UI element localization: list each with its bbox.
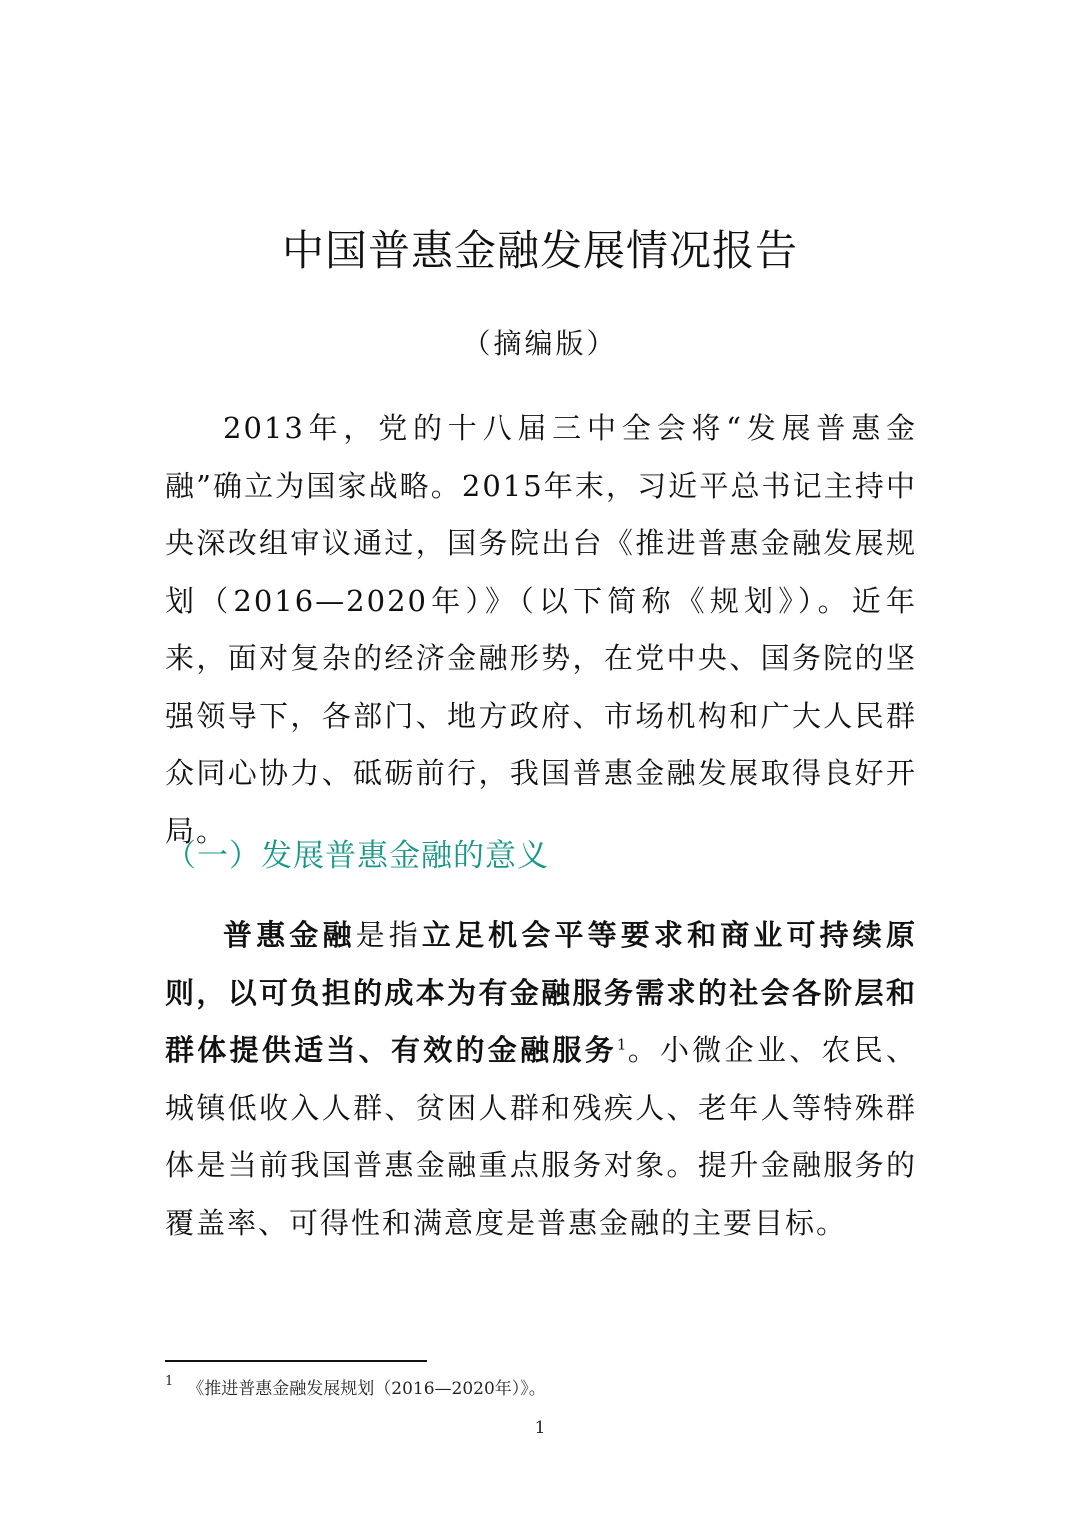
footnote-number: 1 xyxy=(165,1374,174,1389)
footnote-divider xyxy=(165,1360,427,1362)
footnote-text: 《推进普惠金融发展规划（2016—2020年）》。 xyxy=(187,1379,546,1399)
definition-paragraph xyxy=(165,907,917,1252)
definition-bold-text: 立足机会平等要求和商业可持续原则，以可负担的成本为有金融服务需求的社会各阶层和群体提供适当、有效的金融服务 xyxy=(165,918,917,1067)
intro-paragraph: 2013年，党的十八届三中全会将“发展普惠金融”确立为国家战略。2015年末，习近平总书记主持中央深改组审议通过，国务院出台《推进普惠金融发展规划（2016—2020年）》（以下简称《规划》）。近年来，面对复杂的经济金融形势，在党中央、国务院的坚强领导下，各部门、地方政府、市场机构和广大人民群众同心协力、砥砺前行，我国普惠金融发展取得良好开局。 xyxy=(165,411,917,848)
definition-term: 普惠金融 xyxy=(223,918,356,952)
page-number: 1 xyxy=(534,1418,546,1438)
document-title: 中国普惠金融发展情况报告 xyxy=(281,226,798,275)
definition-rest-text: 。小微企业、农民、城镇低收入人群、贫困人群和残疾人、老年人等特殊群体是当前我国普惠金融重点服务对象。提升金融服务的覆盖率、可得性和满意度是普惠金融的主要目标。 xyxy=(165,1033,917,1240)
footnote xyxy=(165,1374,546,1399)
section-heading: （一）发展普惠金融的意义 xyxy=(165,838,549,874)
document-subtitle: （摘编版） xyxy=(462,327,618,360)
definition-connector: 是指 xyxy=(355,918,422,952)
footnote-reference[interactable]: 1 xyxy=(616,1035,627,1054)
